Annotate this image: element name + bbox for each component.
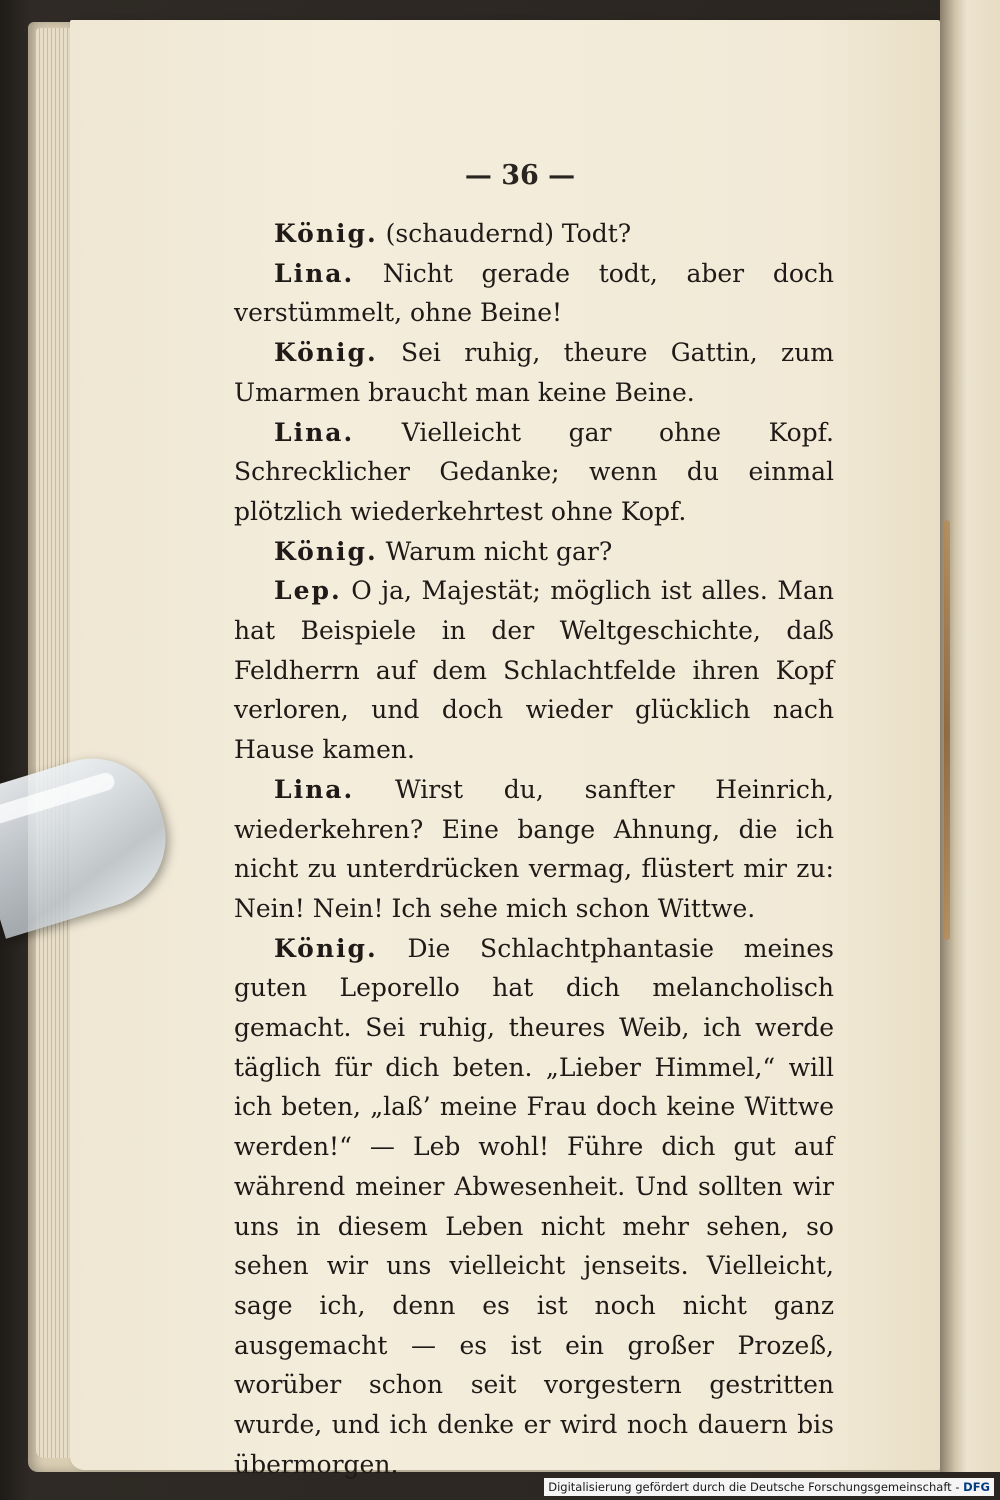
paragraph	[234, 929, 834, 1485]
paragraph	[234, 333, 834, 412]
paragraph-text: Die Schlachtphantasie meines guten Leporello hat dich melancholisch gemacht. Sei ruhig, theures Weib, ich werde täglich für dich beten. „Lieber Himmel,“ will ich beten, „laß’ meine Frau doch keine Wittwe werden!“ — Leb wohl! Führe dich gut auf während meiner Abwesenheit. Und sollten wir uns in diesem Leben nicht mehr sehen, so sehen wir uns vielleicht jenseits. Vielleicht, sage ich, denn es ist noch nicht ganz ausgemacht — es ist ein großer Prozeß, worüber schon seit vorgestern gestritten wurde, und ich denke er wird noch dauern bis übermorgen.	[234, 933, 834, 1479]
speaker-label: Lina.	[274, 258, 355, 288]
paragraph-text: Nicht gerade todt, aber doch verstümmelt, ohne Beine!	[234, 258, 834, 328]
speaker-label: König.	[274, 219, 378, 248]
speaker-label: Lep.	[274, 576, 342, 606]
speaker-label: Lina.	[274, 417, 355, 447]
paragraph	[234, 770, 834, 929]
binding-thread	[944, 520, 950, 940]
speaker-label: König.	[274, 933, 378, 963]
paragraph-text: (schaudernd) Todt?	[377, 219, 632, 248]
paragraph	[234, 214, 834, 254]
paragraph	[234, 571, 834, 770]
speaker-label: König.	[274, 338, 378, 368]
clip-highlight	[0, 771, 117, 826]
paragraph	[234, 254, 834, 333]
page-body-text	[234, 214, 834, 1485]
dfg-logo: DFG	[963, 1480, 990, 1494]
credit-text: Digitalisierung gefördert durch die Deutsche Forschungsgemeinschaft -	[548, 1480, 964, 1494]
paragraph	[234, 532, 834, 572]
paragraph-text: Sei ruhig, theure Gattin, zum Umarmen braucht man keine Beine.	[234, 338, 834, 407]
digitization-credit	[544, 1478, 994, 1496]
speaker-label: Lina.	[274, 774, 355, 804]
paragraph-text: Vielleicht gar ohne Kopf. Schrecklicher Gedanke; wenn du einmal plötzlich wiederkehrtest ohne Kopf.	[234, 417, 834, 526]
paragraph	[234, 413, 834, 532]
paragraph-text: Warum nicht gar?	[377, 536, 613, 566]
page-number: — 36 —	[464, 160, 576, 191]
paragraph-text: O ja, Majestät; möglich ist alles. Man hat Beispiele in der Weltgeschichte, daß Feldherrn auf dem Schlachtfelde ihren Kopf verloren, und doch wieder glücklich nach Hause kamen.	[234, 576, 834, 765]
paragraph-text: Wirst du, sanfter Heinrich, wiederkehren? Eine bange Ahnung, die ich nicht zu unterdrücken vermag, flüstert mir zu: Nein! Nein! Ich sehe mich schon Wittwe.	[234, 774, 834, 923]
speaker-label: König.	[274, 536, 378, 566]
